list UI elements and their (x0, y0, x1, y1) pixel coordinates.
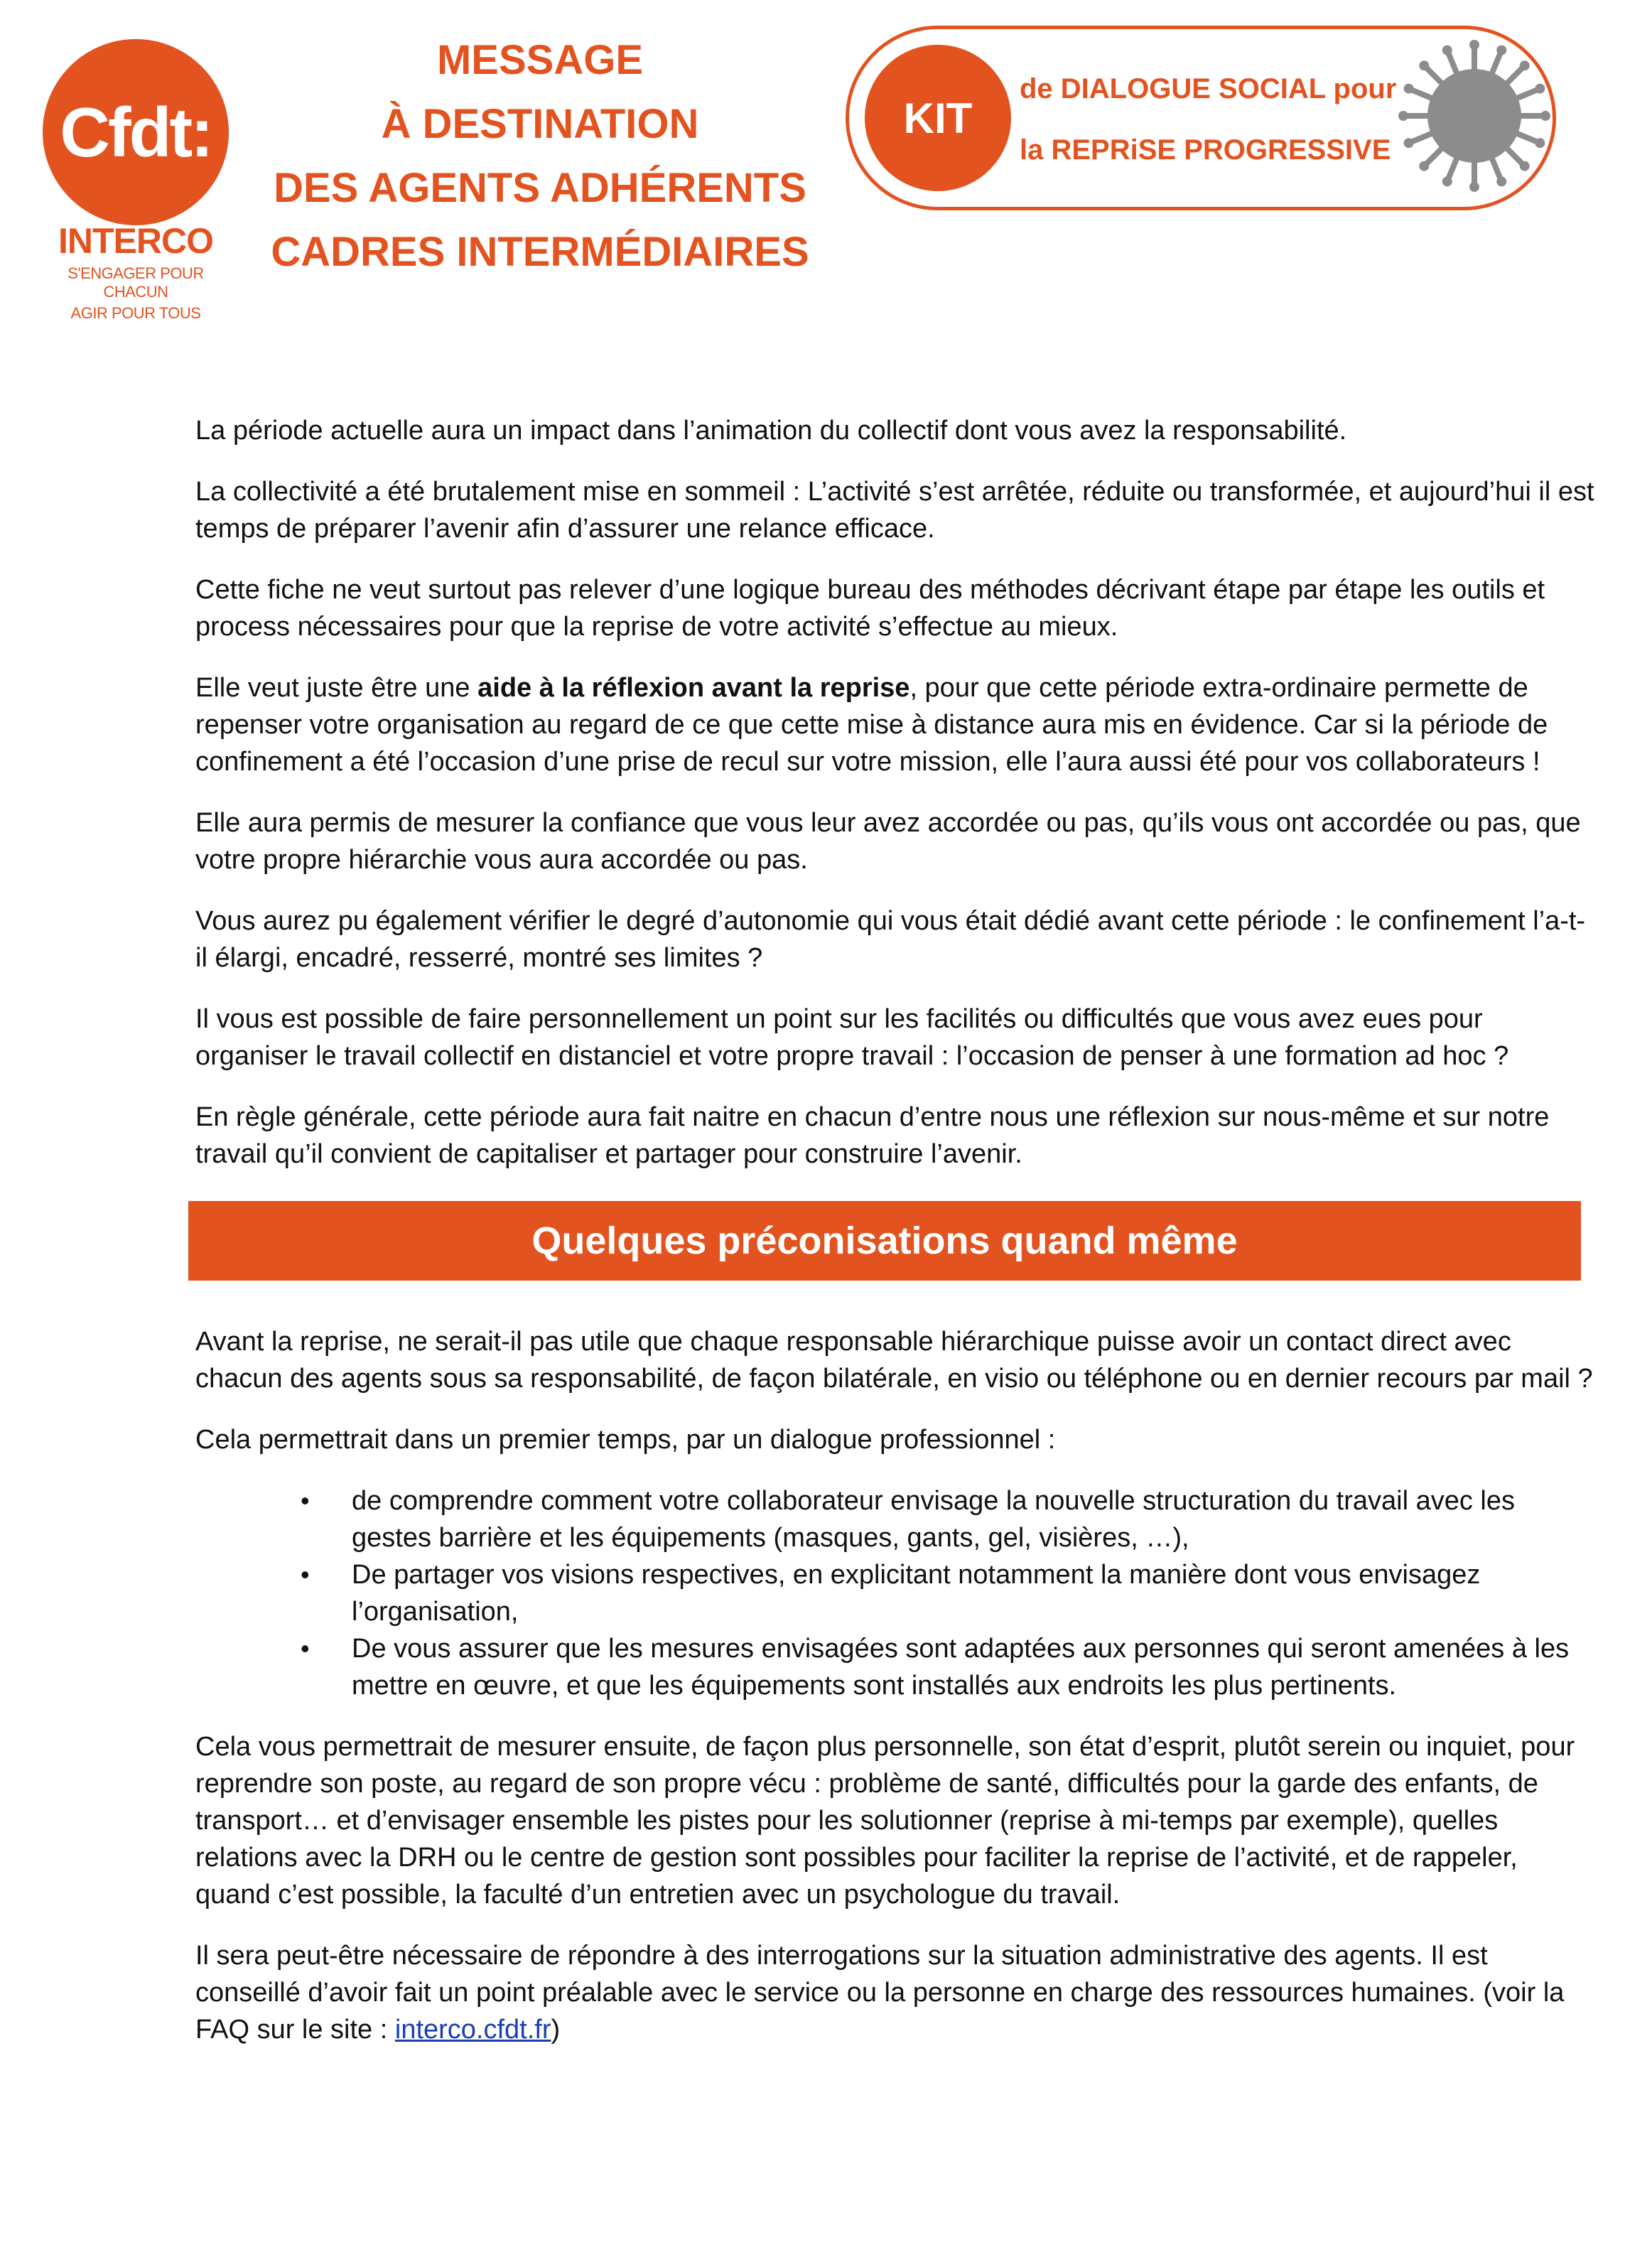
message-title (242, 28, 838, 284)
list-item (301, 1556, 1595, 1630)
kit-line-1: de DIALOGUE SOCIAL pour (1020, 73, 1397, 104)
paragraph: Elle aura permis de mesurer la confiance que vous leur avez accordée ou pas, qu’ils vous ont accordée ou pas, que votre propre hiérarchie vous aura accordée ou pas. (195, 808, 1581, 875)
kit-badge (846, 26, 1556, 210)
paragraph: Cela permettrait dans un premier temps, par un dialogue professionnel : (195, 1425, 1056, 1455)
paragraph: Cela vous permettrait de mesurer ensuite, de façon plus personnelle, son état d’esprit, plutôt serein ou inquiet, pour reprendre son poste, au regard de son propre vécu : problème de santé, difficultés pour la garde des enfants, de transport… et d’envisager ensemble les pistes pour les solutionner (reprise à mi-temps par exemple), quelles relations avec la DRH ou le centre de gestion sont possibles pour faciliter la reprise de l’activité, et de rappeler, quand c’est possible, la faculté d’un entretien avec un psychologue du travail. (195, 1732, 1575, 1910)
logo-text: Cfdt: (60, 92, 212, 171)
message-line: À DESTINATION (381, 101, 699, 147)
logo-tagline-2: AGIR POUR TOUS (70, 304, 201, 322)
list-item-text: de comprendre comment votre collaborateur envisage la nouvelle structuration du travail avec les gestes barrière et les équipements (masques, gants, gel, visières, …), (352, 1486, 1515, 1553)
bold-text: aide à la réflexion avant la reprise (477, 673, 910, 703)
virus-spike (1508, 68, 1523, 82)
virus-spike (1492, 159, 1500, 179)
paragraph: La période actuelle aura un impact dans l’animation du collectif dont vous avez la responsabilité. (195, 416, 1347, 446)
kit-label: KIT (865, 45, 1011, 191)
paragraph: En règle générale, cette période aura fait naitre en chacun d’entre nous une réflexion sur nous-même et sur notre travail qu’il convient de capitaliser et partager pour construire l’avenir. (195, 1102, 1550, 1169)
virus-spike (1508, 149, 1523, 164)
paragraph (195, 669, 1595, 780)
paragraph (195, 1937, 1595, 2048)
site-link[interactable]: interco.cfdt.fr (394, 2015, 551, 2045)
text-run: , pour que cette période extra-ordinaire permette de repenser votre organisation au regard de ce que cette mise à distance aura mis en évidence. Car si la période de confinement a été l’occasion d’une prise de recul sur votre mission, elle l’aura aussi été pour vos collaborateurs ! (195, 673, 1548, 777)
bullet-icon: • (301, 1486, 310, 1515)
virus-spike-tip (1520, 161, 1530, 171)
virus-spike-tip (1469, 40, 1479, 50)
virus-spike-tip (1404, 84, 1414, 94)
paragraph: Avant la reprise, ne serait-il pas utile que chaque responsable hiérarchique puisse avoir un contact direct avec chacun des agents sous sa responsabilité, de façon bilatérale, en visio ou téléphone ou en dernier recours par mail ? (195, 1327, 1593, 1394)
virus-spike-tip (1496, 45, 1506, 55)
text-run: Il sera peut-être nécessaire de répondre à des interrogations sur la situation administrative des agents. Il est conseillé d’avoir fait un point préalable avec le service ou la personne en charge des ressources humaines. (voir la FAQ sur le site : (195, 1941, 1565, 2045)
list-item (301, 1630, 1595, 1704)
virus-spike (1411, 134, 1431, 141)
virus-spike-tip (1419, 161, 1429, 171)
section-banner: Quelques préconisations quand même (188, 1201, 1581, 1281)
logo-org: INTERCO (58, 221, 213, 261)
kit-line-2: la REPRiSE PROGRESSIVE (1020, 134, 1391, 166)
virus-spike (1518, 134, 1538, 141)
message-line: DES AGENTS ADHÉRENTS (274, 165, 806, 211)
list-item-text: De vous assurer que les mesures envisagées sont adaptées aux personnes qui seront amenées à les mettre en œuvre, et que les équipements sont installés aux endroits les plus pertinents. (352, 1634, 1570, 1701)
paragraph: La collectivité a été brutalement mise en sommeil : L’activité s’est arrêtée, réduite ou transformée, et aujourd’hui il est temps de préparer l’avenir afin d’assurer une relance efficace. (195, 477, 1594, 544)
virus-spike (1492, 53, 1500, 72)
virus-spike (1411, 90, 1431, 97)
virus-spike-tip (1535, 84, 1545, 94)
virus-spike (1518, 90, 1538, 97)
paragraph: Vous aurez pu également vérifier le degré d’autonomie qui vous était dédié avant cette période : le confinement l’a-t-il élargi, encadré, resserré, montré ses limites ? (195, 906, 1586, 973)
virus-spike-tip (1442, 176, 1452, 186)
virus-spike (1448, 53, 1456, 72)
virus-spike (1426, 149, 1441, 164)
bullet-list (195, 1482, 1595, 1704)
paragraph: Cette fiche ne veut surtout pas relever d’une logique bureau des méthodes décrivant étape par étape les outils et process nécessaires pour que la reprise de votre activité s’effectue au mieux. (195, 575, 1545, 642)
list-item (301, 1482, 1595, 1556)
virus-icon (1396, 38, 1553, 194)
virus-spike-tip (1520, 60, 1530, 70)
virus-spike (1448, 159, 1456, 179)
virus-spike-tip (1469, 182, 1479, 192)
virus-spike (1426, 68, 1441, 82)
message-line: CADRES INTERMÉDIAIRES (271, 229, 809, 275)
paragraph: Il vous est possible de faire personnellement un point sur les facilités ou difficultés que vous avez eues pour organiser le travail collectif en distanciel et votre propre travail : l’occasion de penser à une formation ad hoc ? (195, 1004, 1509, 1071)
virus-spike-tip (1535, 138, 1545, 148)
logo-subtitle (43, 220, 229, 323)
virus-spike-tip (1540, 111, 1550, 121)
virus-spike-tip (1398, 111, 1408, 121)
bullet-icon: • (301, 1634, 310, 1663)
logo-tagline-1: S'ENGAGER POUR CHACUN (68, 264, 204, 301)
document-body (195, 412, 1595, 2072)
virus-spike-tip (1404, 138, 1414, 148)
bullet-icon: • (301, 1560, 310, 1589)
message-line: MESSAGE (436, 37, 644, 83)
text-run: Elle veut juste être une (195, 673, 478, 703)
text-run: ) (551, 2015, 561, 2045)
list-item-text: De partager vos visions respectives, en explicitant notamment la manière dont vous envisagez l’organisation, (352, 1560, 1481, 1627)
virus-spike-tip (1442, 45, 1452, 55)
virus-spike-tip (1496, 176, 1506, 186)
cfdt-logo (43, 39, 229, 225)
virus-spike-tip (1419, 60, 1429, 70)
